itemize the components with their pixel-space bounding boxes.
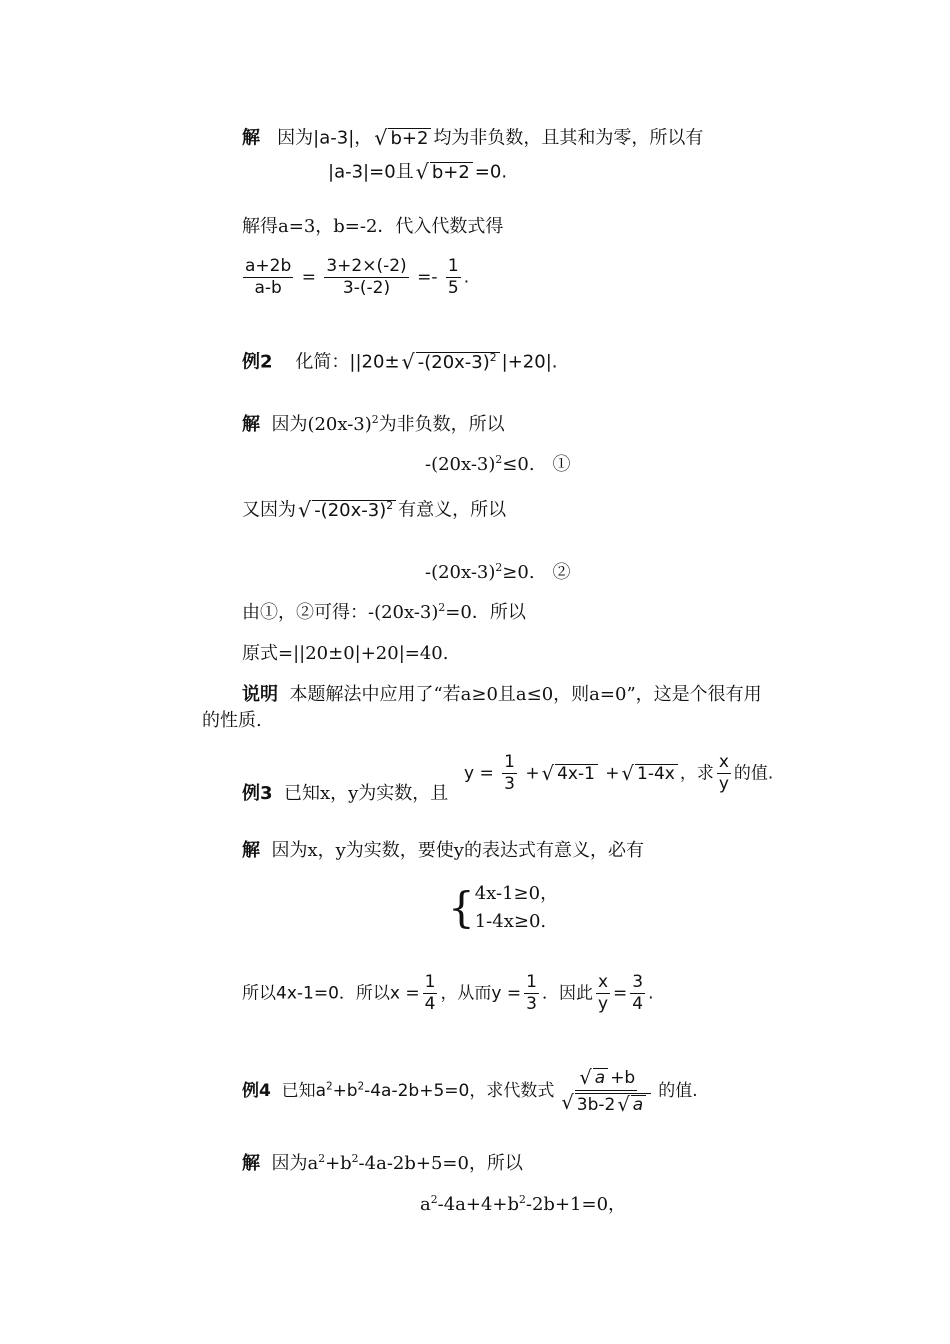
fraction: $\frac{a+2b}{a-b}$ — [245, 256, 292, 298]
example-label: 例3 — [242, 783, 273, 804]
fraction: $\frac{3+2\times(-2)}{3-(-2)}$ — [326, 256, 407, 298]
sqrt-expression: √ a — [579, 1068, 608, 1088]
example-label: 例4 — [242, 1081, 271, 1102]
conclusion-line: 所以4x-1=0．所以x = $\frac{1}{4}$ ，从而y = $\frac{1}{3}$ ．因此 $\frac{x}{y}$ = $\frac{3}{4}$ . — [242, 972, 654, 1014]
solution-label: 解 — [242, 414, 260, 435]
system-line: 4x-1≥0， — [474, 883, 559, 904]
example-2-heading: 例2 化简：||20± √ $-(20x-3)^2$ |+20|. — [242, 350, 558, 374]
solution-line-1 — [242, 128, 703, 149]
equation: $a^2-4a+4+b^2-2b+1=0$， — [420, 1193, 627, 1215]
example-label: 例2 — [242, 351, 273, 373]
equation-system — [448, 880, 558, 936]
solution-paragraph: 解 因为x，y为实数，要使y的表达式有意义，必有 — [242, 840, 644, 861]
solution-label: 解 — [242, 1153, 260, 1174]
fraction: $\frac{1}{4}$ — [424, 972, 436, 1014]
text: 均为非负数，且其和为零，所以有 — [433, 127, 704, 149]
sqrt-expression: √ a — [617, 1095, 646, 1115]
solution-label: 解 — [242, 127, 260, 149]
paragraph: 解得a=3，b=-2．代入代数式得 — [242, 216, 504, 237]
example-3-heading: 例3 已知x，y为实数，且 — [242, 783, 449, 804]
sqrt-expression: √ $-(20x-3)^2$ — [402, 352, 500, 373]
note-label: 说明 — [242, 684, 278, 705]
text: 因为|a-3|， — [277, 127, 373, 149]
sqrt-expression: √ b+2 — [374, 128, 431, 149]
sqrt-expression: √ 1-4x — [622, 764, 678, 784]
brace-icon: { — [448, 882, 475, 932]
inequality-2: $-(20x-3)^2\ge 0$. ② — [425, 561, 571, 583]
solution-label: 解 — [242, 840, 260, 861]
example-4-heading: 例4 已知$a^2+b^2-4a-2b+5=0$，求代数式 √ a +b √ 3b-2 √ a 的值. — [242, 1066, 698, 1116]
sqrt-expression: √ 4x-1 — [542, 764, 598, 784]
fraction: $\frac{x}{y}$ — [597, 972, 609, 1014]
sqrt-expression: √ 3b-2 √ a — [561, 1093, 651, 1115]
sqrt-expression: √ $-(20x-3)^2$ — [298, 500, 396, 521]
sqrt-expression: √ b+2 — [416, 162, 473, 183]
fraction-equation: $\frac{a+2b}{a-b}$ = $\frac{3+2\times(-2)}{3-(-2)}$ =- $\frac{1}{5}$ . — [245, 256, 470, 298]
fraction: $\frac{x}{y}$ — [718, 752, 729, 794]
note-line-1: 说明 本题解法中应用了“若a≥0且a≤0，则a=0”，这是个很有用 — [242, 684, 762, 705]
paragraph: 由①，②可得：$-(20x-3)^2=0$．所以 — [242, 601, 526, 623]
fraction: $\frac{3}{4}$ — [632, 972, 644, 1014]
paragraph: 原式=||20±0|+20|=40. — [242, 643, 449, 664]
fraction: √ a +b √ 3b-2 √ a — [557, 1068, 655, 1114]
fraction: $\frac{1}{5}$ — [447, 256, 459, 298]
inequality-1: $-(20x-3)^2\le 0$. ① — [425, 453, 571, 475]
solution-paragraph: 解 因为$a^2+b^2-4a-2b+5=0$，所以 — [242, 1152, 523, 1174]
solution-line-2: |a-3|=0且 √ b+2 =0. — [328, 160, 508, 184]
note-line-2: 的性质. — [202, 710, 262, 731]
example-3-equation: y = $\frac{1}{3}$ + √ 4x-1 + √ 1-4x ，求 $\frac{x}{y}$ 的值. — [464, 752, 774, 794]
paragraph: 又因为 √ $-(20x-3)^2$ 有意义，所以 — [242, 498, 507, 522]
system-line: 1-4x≥0. — [474, 910, 547, 932]
fraction: $\frac{1}{3}$ — [526, 972, 537, 1014]
solution-paragraph: 解 因为$(20x-3)^2$为非负数，所以 — [242, 413, 505, 435]
fraction: $\frac{1}{3}$ — [504, 752, 515, 794]
